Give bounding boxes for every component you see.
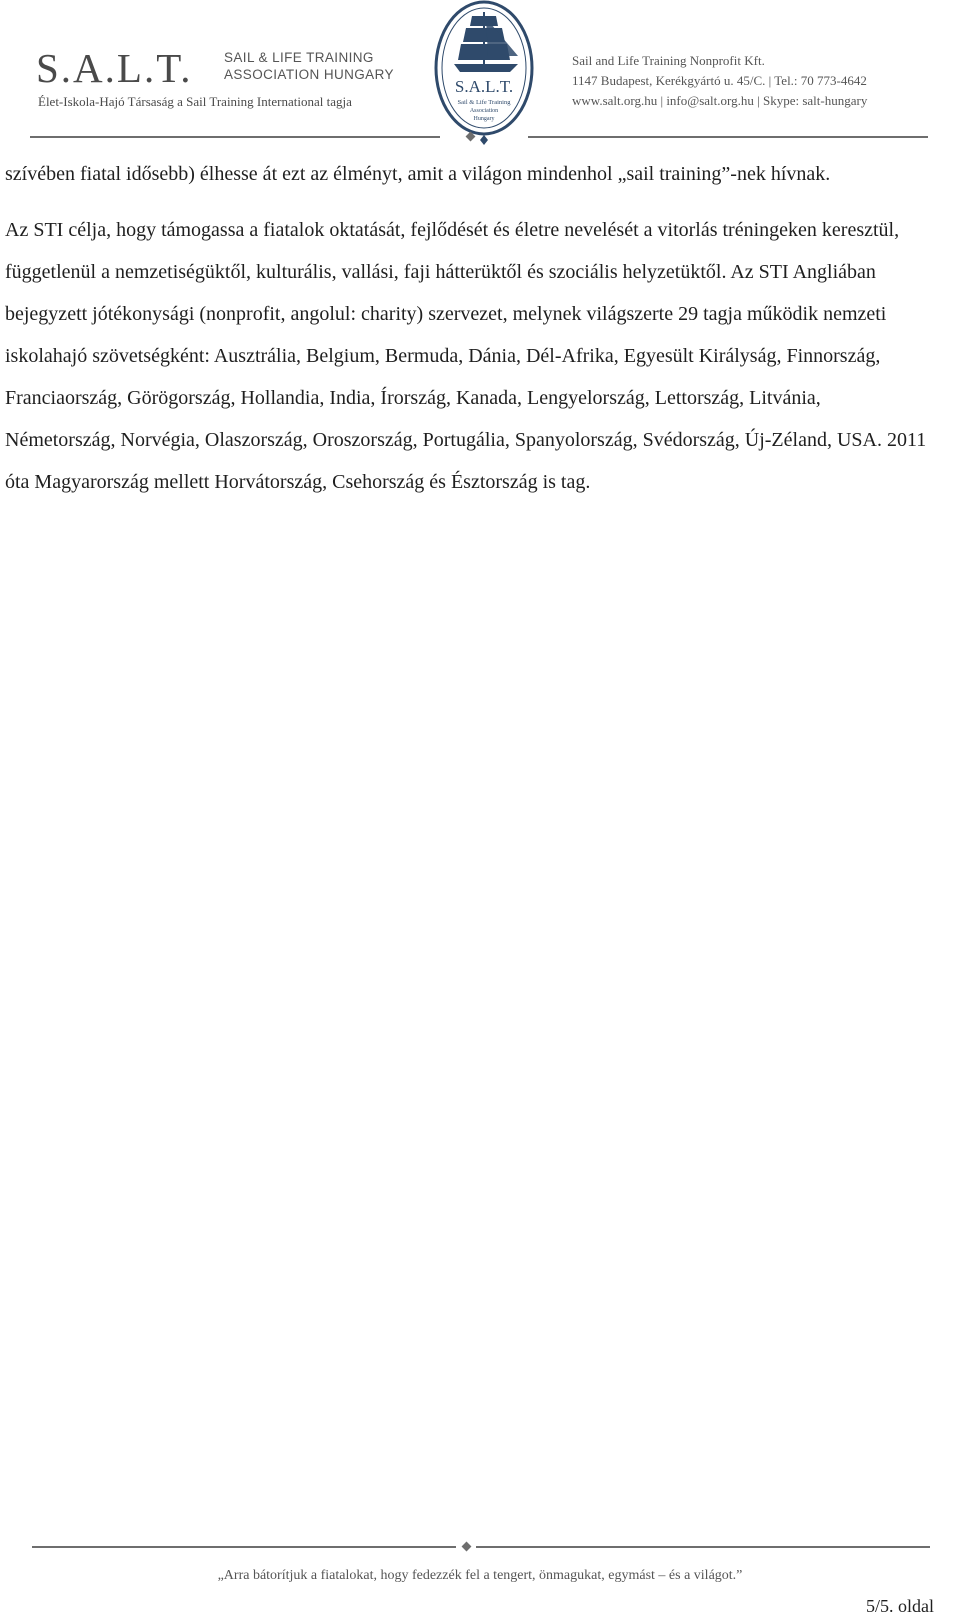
emblem-line-2: Association [469,108,499,114]
emblem-line-3: Hungary [473,116,495,122]
page-number: 5/5. oldal [866,1596,934,1616]
logo-letters: S.A.L.T. [36,45,193,91]
emblem-letters: S.A.L.T. [454,77,514,96]
footer-rule-left [32,1546,456,1548]
footer-quote: „Arra bátorítjuk a fiatalokat, hogy fedezzék fel a tengert, önmagukat, egymást – és a világot.” [217,1568,743,1583]
emblem-line-1: Sail & Life Training [457,99,511,106]
logo-tagline: Élet-Iskola-Hajó Társaság a Sail Training International tagja [38,94,352,109]
body-text [5,153,935,503]
logo-line-2: ASSOCIATION HUNGARY [224,67,394,82]
footer-rule-right [476,1546,930,1548]
ship-emblem-icon [432,0,536,152]
logo-line-1: SAIL & LIFE TRAINING [224,50,374,65]
paragraph: szívében fiatal idősebb) élhesse át ezt az élményt, amit a világon mindenhol „sail training”-nek hívnak. [5,163,831,185]
header-rule-right [528,136,928,138]
letterhead [0,0,960,156]
contact-address: 1147 Budapest, Kerékgyártó u. 45/C. | Tel.: 70 773-4642 [572,73,867,88]
header-rule-left [30,136,440,138]
footer-diamond-icon [462,1542,472,1552]
contact-block [572,51,867,111]
contact-web: www.salt.org.hu | info@salt.org.hu | Skype: salt-hungary [572,93,868,108]
contact-org: Sail and Life Training Nonprofit Kft. [572,53,765,68]
paragraph: Az STI célja, hogy támogassa a fiatalok oktatását, fejlődését és életre nevelését a vitorlás tréningeken keresztül, függetlenül a nemzetiségüktől, kulturális, vallási, faji hátterüktől és szociális helyzetüktől. Az STI Angliában bejegyzett jótékonysági (nonprofit, angolul: charity) szervezet, melynek világszerte 29 tagja működik nemzeti iskolahajó szövetségként: Ausztrália, Belgium, Bermuda, Dánia, Dél-Afrika, Egyesült Királyság, Finnország, Franciaország, Görögország, Hollandia, India, Írország, Kanada, Lengyelország, Lettország, Litvánia, Németország, Norvégia, Olaszország, Oroszország, Portugália, Spanyolország, Svédország, Új-Zéland, USA. 2011 óta Magyarország mellett Horvátország, Csehország és Észtország is tag. [5,219,927,493]
